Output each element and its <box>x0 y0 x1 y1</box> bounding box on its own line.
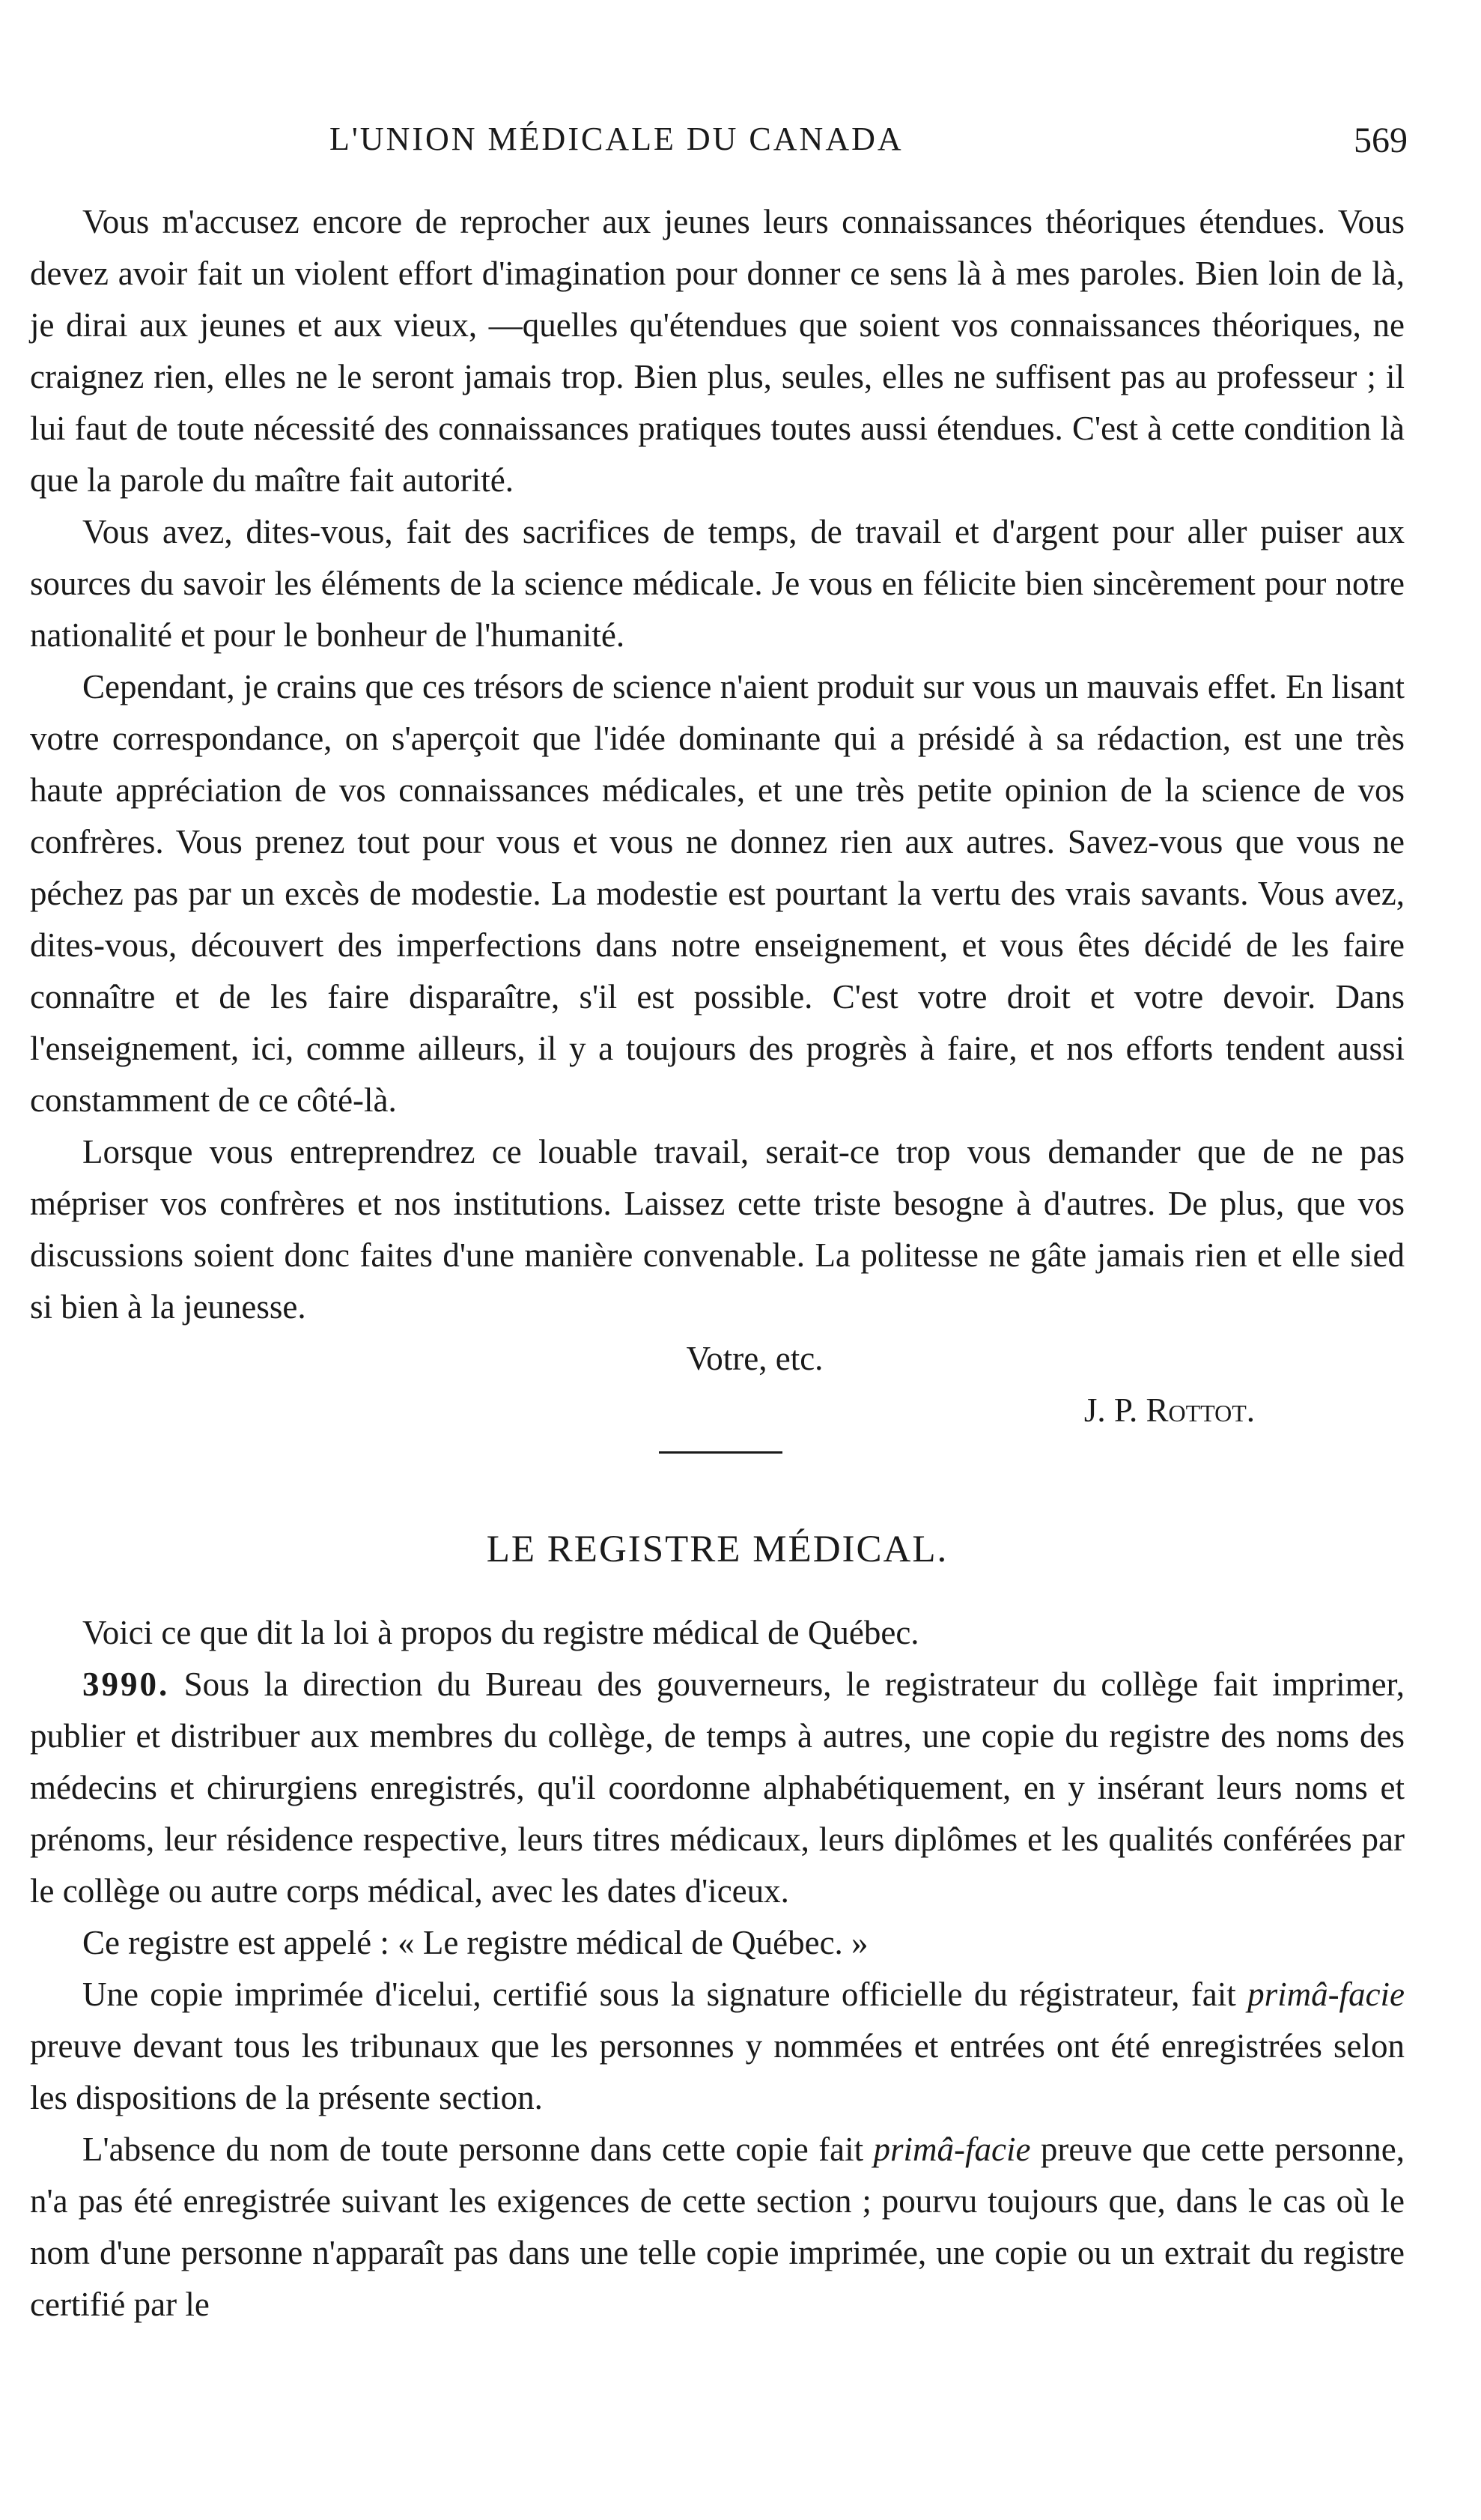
signature-name: Rottot. <box>1146 1391 1255 1429</box>
printed-copy-text-a: Une copie imprimée d'icelui, certifié sous la signature officielle du régistrateur, fait <box>82 1976 1236 2013</box>
body-text <box>30 196 1405 2331</box>
letter-paragraph-4: Lorsque vous entreprendrez ce louable travail, serait-ce trop vous demander que de ne pas mépriser vos confrères et nos institutions. Laissez cette triste besogne à d'autres. De plus, que vos discussions soient donc faites d'une manière convenable. La politesse ne gâte jamais rien et elle sied si bien à la jeunesse. <box>30 1133 1405 1326</box>
section-intro: Voici ce que dit la loi à propos du registre médical de Québec. <box>82 1614 919 1651</box>
registry-name-paragraph: Ce registre est appelé : « Le registre médical de Québec. » <box>82 1924 869 1961</box>
signature-initials: J. P. <box>1083 1391 1138 1429</box>
letter-signature <box>30 1385 1405 1436</box>
letter-paragraph-2: Vous avez, dites-vous, fait des sacrifices de temps, de travail et d'argent pour aller puiser aux sources du savoir les éléments de la science médicale. Je vous en félicite bien sincèrement pour notre nationalité et pour le bonheur de l'humanité. <box>30 513 1405 654</box>
letter-paragraph-1: Vous m'accusez encore de reprocher aux jeunes leurs connaissances théoriques étendues. Vous devez avoir fait un violent effort d'imagination pour donner ce sens là à mes paroles. Bien loin de là, je dirai aux jeunes et aux vieux, —quelles qu'étendues que soient vos connaissances théoriques, ne craignez rien, elles ne le seront jamais trop. Bien plus, seules, elles ne suffisent pas au professeur ; il lui faut de toute nécessité des connaissances pratiques toutes aussi étendues. C'est à cette condition là que la parole du maître fait autorité. <box>30 203 1405 499</box>
prima-facie-term: primâ-facie <box>1247 1976 1405 2013</box>
prima-facie-term-2: primâ-facie <box>873 2131 1031 2168</box>
printed-copy-paragraph <box>30 1969 1405 2124</box>
section-title: LE REGISTRE MÉDICAL. <box>486 1528 949 1570</box>
letter-closing: Votre, etc. <box>686 1340 824 1377</box>
absence-paragraph <box>30 2124 1405 2331</box>
article-number: 3990. <box>82 1666 170 1703</box>
article-paragraph <box>30 1659 1405 1917</box>
letter-paragraph-3: Cependant, je crains que ces trésors de science n'aient produit sur vous un mauvais effet. En lisant votre correspondance, on s'aperçoit que l'idée dominante qui a présidé à sa rédaction, est une très haute appréciation de vos connaissances médicales, et une très petite opinion de la science de vos confrères. Vous prenez tout pour vous et vous ne donnez rien aux autres. Savez-vous que vous ne péchez pas par un excès de modestie. La modestie est pourtant la vertu des vrais savants. Vous avez, dites-vous, découvert des imperfections dans notre enseignement, et vous êtes décidé de les faire connaître et de les faire disparaître, s'il est possible. C'est votre droit et votre devoir. Dans l'enseignement, ici, comme ailleurs, il y a toujours des progrès à faire, et nos efforts tendent aussi constamment de ce côté-là. <box>30 668 1405 1119</box>
page-number: 569 <box>1354 121 1408 160</box>
section-divider <box>659 1451 782 1454</box>
absence-text-a: L'absence du nom de toute personne dans cette copie fait <box>82 2131 864 2168</box>
printed-copy-text-b: preuve devant tous les tribunaux que les personnes y nommées et entrées ont été enregistrées selon les dispositions de la présente section. <box>30 2027 1405 2116</box>
running-head <box>0 120 1481 165</box>
absence-text-b: preuve que cette personne, n'a pas été enregistrée suivant les exigences de cette section ; pourvu toujours que, dans le cas où le nom d'une personne n'apparaît pas dans une telle copie imprimée, une copie ou un extrait du registre certifié par le <box>30 2131 1405 2323</box>
running-title: L'UNION MÉDICALE DU CANADA <box>329 121 904 157</box>
article-text: Sous la direction du Bureau des gouverneurs, le registrateur du collège fait imprimer, publier et distribuer aux membres du collège, de temps à autres, une copie du registre des noms des médecins et chirurgiens enregistrés, qu'il coordonne alphabétiquement, en y insérant leurs noms et prénoms, leur résidence respective, leurs titres médicaux, leurs diplômes et les qualités conférées par le collège ou autre corps médical, avec les dates d'iceux. <box>30 1666 1405 1910</box>
